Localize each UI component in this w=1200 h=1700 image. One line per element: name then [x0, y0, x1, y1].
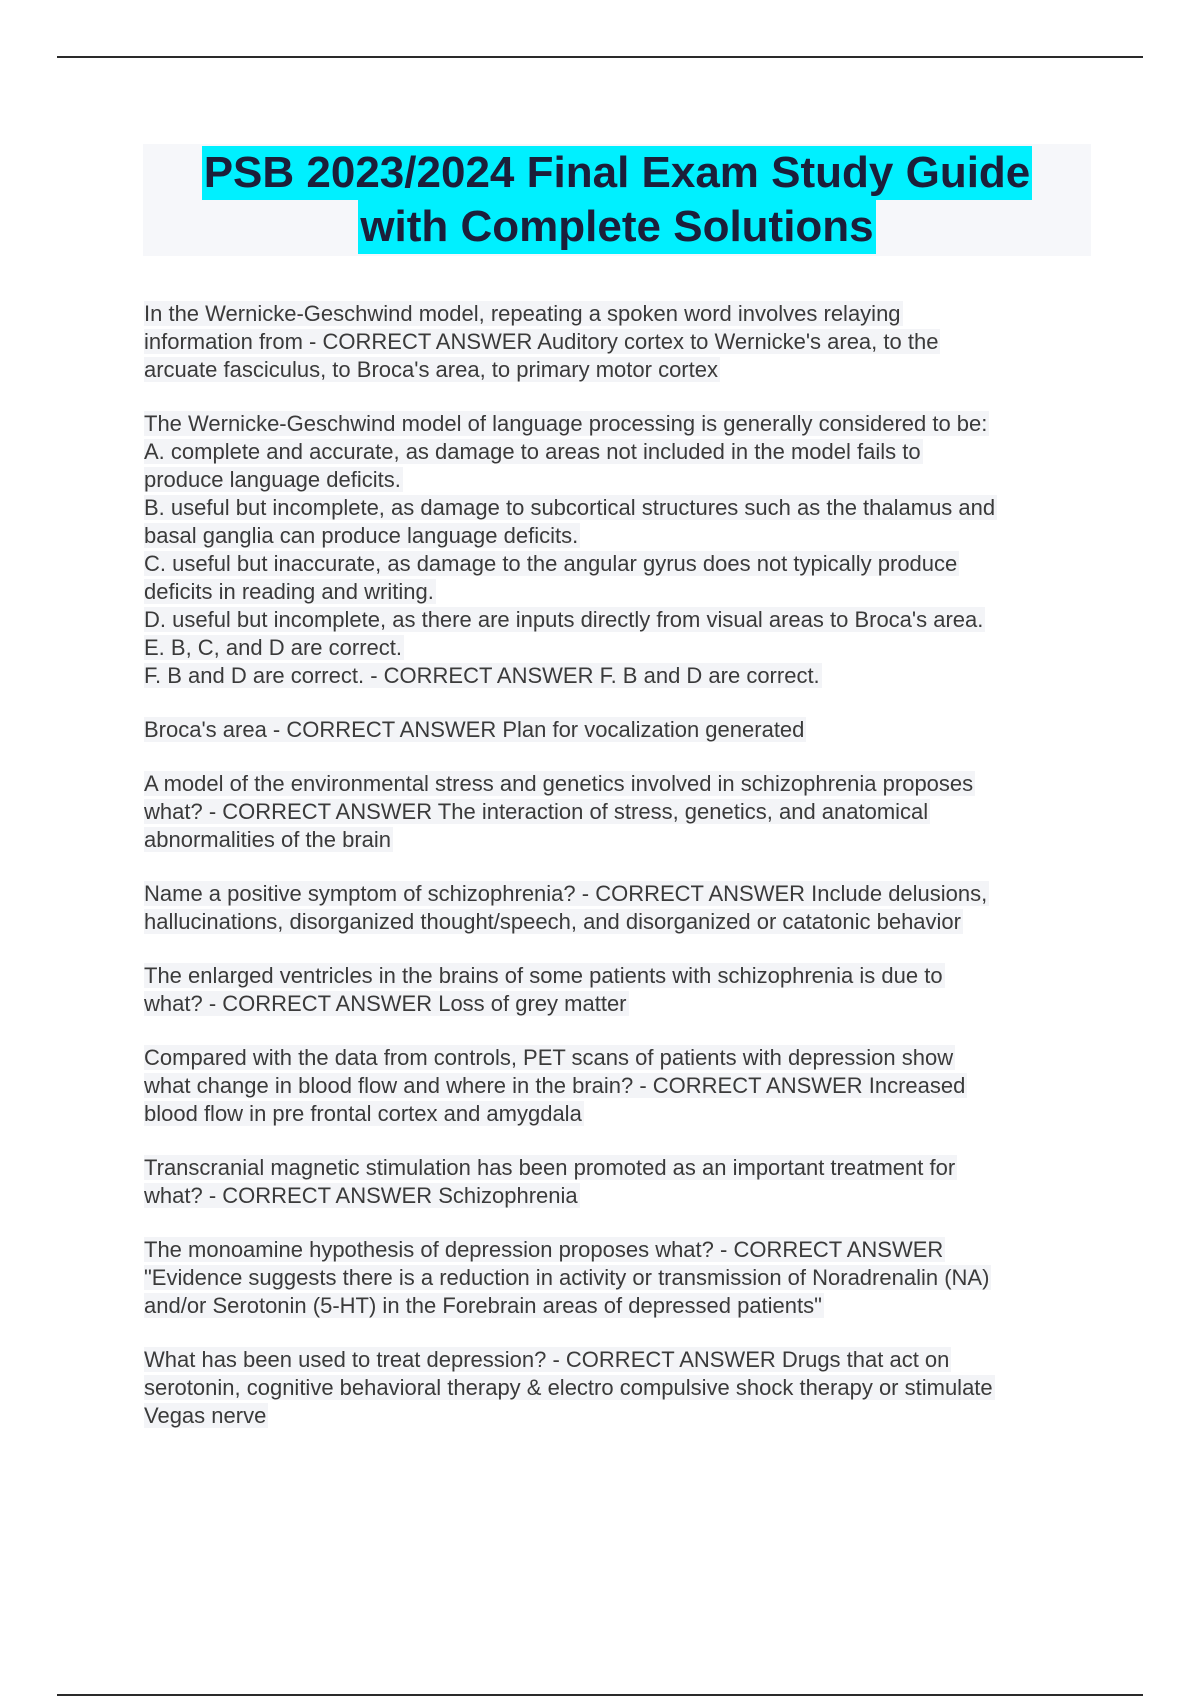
qa-line — [144, 990, 1090, 1018]
qa-item — [144, 1236, 1090, 1320]
qa-line-text: hallucinations, disorganized thought/speech, and disorganized or catatonic behavior — [144, 909, 961, 934]
qa-line-text: produce language deficits. — [144, 467, 401, 492]
qa-list — [144, 300, 1090, 1456]
qa-line-text: Name a positive symptom of schizophrenia? - CORRECT ANSWER Include delusions, — [144, 881, 988, 906]
qa-line — [144, 438, 1090, 466]
qa-line — [144, 1154, 1090, 1182]
qa-line-text: Transcranial magnetic stimulation has been promoted as an important treatment for — [144, 1155, 956, 1180]
qa-line — [144, 1100, 1090, 1128]
qa-line-text: Compared with the data from controls, PET scans of patients with depression show — [144, 1045, 954, 1070]
qa-line — [144, 356, 1090, 384]
qa-item — [144, 410, 1090, 690]
qa-line — [144, 880, 1090, 908]
qa-line — [144, 550, 1090, 578]
qa-line — [144, 300, 1090, 328]
qa-line-text: A model of the environmental stress and genetics involved in schizophrenia proposes — [144, 771, 974, 796]
qa-line-text: abnormalities of the brain — [144, 827, 392, 852]
qa-line — [144, 466, 1090, 494]
qa-line — [144, 662, 1090, 690]
qa-line — [144, 494, 1090, 522]
qa-line-text: D. useful but incomplete, as there are inputs directly from visual areas to Broca's area. — [144, 607, 984, 632]
qa-line — [144, 1072, 1090, 1100]
qa-item — [144, 716, 1090, 744]
qa-line-text: basal ganglia can produce language deficits. — [144, 523, 579, 548]
title-line-1: PSB 2023/2024 Final Exam Study Guide — [202, 146, 1033, 200]
qa-line — [144, 578, 1090, 606]
qa-item — [144, 300, 1090, 384]
qa-line — [144, 826, 1090, 854]
qa-line-text: A. complete and accurate, as damage to areas not included in the model fails to — [144, 439, 921, 464]
qa-line — [144, 1044, 1090, 1072]
qa-line-text: C. useful but inaccurate, as damage to the angular gyrus does not typically produce — [144, 551, 958, 576]
qa-line-text: what? - CORRECT ANSWER The interaction of stress, genetics, and anatomical — [144, 799, 929, 824]
qa-item — [144, 770, 1090, 854]
qa-line-text: B. useful but incomplete, as damage to subcortical structures such as the thalamus and — [144, 495, 996, 520]
qa-line-text: what change in blood flow and where in the brain? - CORRECT ANSWER Increased — [144, 1073, 966, 1098]
qa-line — [144, 908, 1090, 936]
qa-line — [144, 1292, 1090, 1320]
qa-line — [144, 1182, 1090, 1210]
qa-line — [144, 770, 1090, 798]
qa-line-text: F. B and D are correct. - CORRECT ANSWER F. B and D are correct. — [144, 663, 820, 688]
qa-item — [144, 880, 1090, 936]
qa-line-text: arcuate fasciculus, to Broca's area, to primary motor cortex — [144, 357, 718, 382]
qa-item — [144, 1154, 1090, 1210]
qa-line — [144, 1374, 1090, 1402]
document-title — [143, 144, 1091, 256]
qa-line-text: The enlarged ventricles in the brains of some patients with schizophrenia is due to — [144, 963, 943, 988]
qa-line — [144, 962, 1090, 990]
bottom-rule — [57, 1694, 1143, 1696]
qa-item — [144, 962, 1090, 1018]
qa-line — [144, 1346, 1090, 1374]
qa-line — [144, 522, 1090, 550]
qa-line-text: blood flow in pre frontal cortex and amygdala — [144, 1101, 582, 1126]
qa-line-text: The Wernicke-Geschwind model of language processing is generally considered to be: — [144, 411, 988, 436]
qa-line — [144, 328, 1090, 356]
qa-line-text: "Evidence suggests there is a reduction in activity or transmission of Noradrenalin (NA) — [144, 1265, 990, 1290]
qa-item — [144, 1044, 1090, 1128]
qa-line-text: E. B, C, and D are correct. — [144, 635, 402, 660]
qa-line-text: what? - CORRECT ANSWER Schizophrenia — [144, 1183, 578, 1208]
qa-line-text: In the Wernicke-Geschwind model, repeating a spoken word involves relaying — [144, 301, 901, 326]
qa-line-text: What has been used to treat depression? - CORRECT ANSWER Drugs that act on — [144, 1347, 950, 1372]
top-rule — [57, 56, 1143, 58]
qa-line — [144, 1264, 1090, 1292]
qa-line — [144, 1236, 1090, 1264]
qa-line — [144, 410, 1090, 438]
qa-line — [144, 634, 1090, 662]
qa-line-text: and/or Serotonin (5-HT) in the Forebrain areas of depressed patients" — [144, 1293, 822, 1318]
qa-line-text: serotonin, cognitive behavioral therapy & electro compulsive shock therapy or stimulate — [144, 1375, 993, 1400]
qa-line-text: Vegas nerve — [144, 1403, 267, 1428]
qa-line-text: The monoamine hypothesis of depression proposes what? - CORRECT ANSWER — [144, 1237, 944, 1262]
qa-line-text: deficits in reading and writing. — [144, 579, 434, 604]
qa-line — [144, 606, 1090, 634]
qa-line-text: Broca's area - CORRECT ANSWER Plan for vocalization generated — [144, 717, 805, 742]
qa-line-text: information from - CORRECT ANSWER Auditory cortex to Wernicke's area, to the — [144, 329, 939, 354]
qa-line-text: what? - CORRECT ANSWER Loss of grey matter — [144, 991, 627, 1016]
qa-line — [144, 1402, 1090, 1430]
qa-item — [144, 1346, 1090, 1430]
qa-line — [144, 716, 1090, 744]
title-line-2: with Complete Solutions — [358, 200, 875, 254]
qa-line — [144, 798, 1090, 826]
